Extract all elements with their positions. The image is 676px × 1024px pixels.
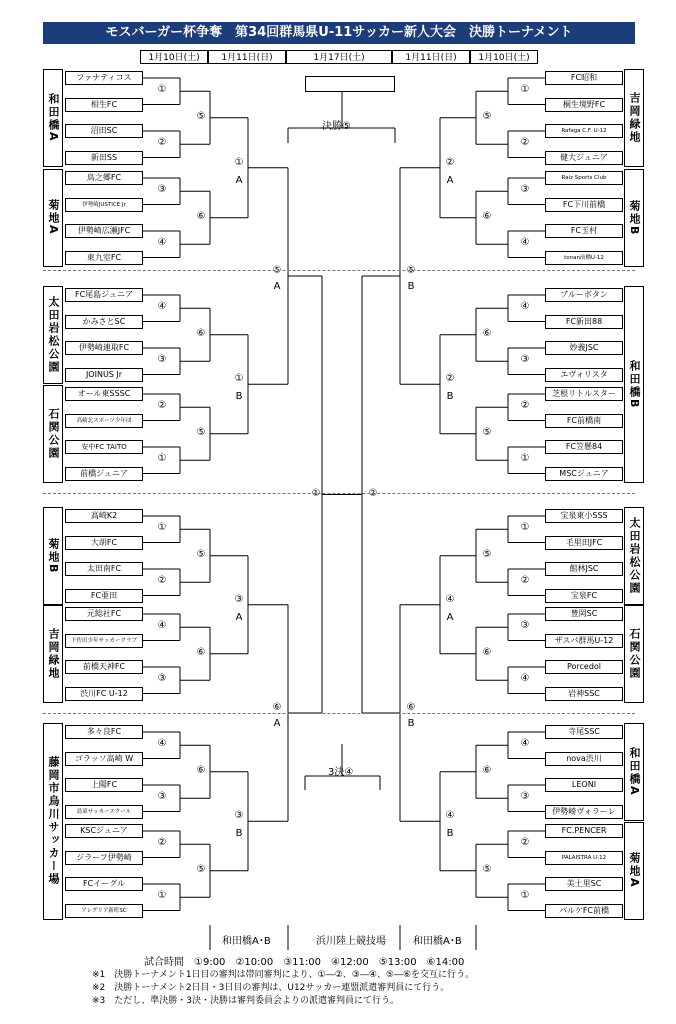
venue-right: 菊地A	[624, 822, 644, 920]
match-times: 試合時間 ①9:00 ②10:00 ③11:00 ④12:00 ⑤13:00 ⑥14:00	[144, 957, 465, 968]
r3-left-num: ③	[234, 593, 244, 605]
team-left: 前橋ジュニア	[65, 467, 143, 481]
r3-left-court: B	[235, 828, 243, 840]
venue-right: 石関公園	[624, 605, 644, 703]
venue-left: 和田橋A･B	[222, 936, 271, 947]
r3-right-num: ②	[445, 156, 455, 168]
r2-left-label: ⑤	[196, 110, 206, 122]
r1-right-label: ②	[520, 575, 530, 587]
date-right-2: 1月11日(日)	[392, 50, 470, 64]
venue-right: 和田橋A	[624, 723, 644, 821]
team-left: 新田SS	[65, 151, 143, 165]
team-left: 渋川FC U-12	[65, 687, 143, 701]
team-right: tonan前橋U-12	[545, 251, 623, 265]
team-right: nova渋川	[545, 752, 623, 766]
team-left: FC亜田	[65, 589, 143, 603]
r3-left-num: ①	[234, 373, 244, 385]
final-label: 決勝⑤	[322, 121, 351, 132]
r1-left-label: ②	[157, 575, 167, 587]
team-left: JOINUS Jr	[65, 368, 143, 382]
r1-right-label: ④	[520, 237, 530, 249]
r1-left-label: ④	[157, 620, 167, 632]
team-right: 毛里田JFC	[545, 536, 623, 550]
r3-left-court: A	[235, 174, 243, 186]
team-right: 桐生境野FC	[545, 98, 623, 112]
team-left: ファナティコス	[65, 71, 143, 85]
r3-right-court: A	[446, 174, 454, 186]
r1-right-label: ①	[520, 890, 530, 902]
date-left-1: 1月10日(土)	[140, 50, 208, 64]
r3-right-num: ②	[445, 373, 455, 385]
r2-left-label: ⑤	[196, 426, 206, 438]
r1-right-label: ①	[520, 84, 530, 96]
r3-right-court: A	[446, 611, 454, 623]
r1-left-label: ④	[157, 301, 167, 313]
note-1: ※1 決勝トーナメント1日目の審判は帯同審判により、①―②、③―④、⑤―⑥を交互に行う。	[92, 970, 475, 980]
r1-left-label: ②	[157, 837, 167, 849]
r4-right-court: B	[407, 718, 415, 729]
team-left: 相生FC	[65, 98, 143, 112]
final-box	[305, 76, 395, 92]
team-right: FC前橋南	[545, 414, 623, 428]
team-right: FC下川前橋	[545, 198, 623, 212]
team-right: 宝泉東小SSS	[545, 509, 623, 523]
team-right: 豊岡SC	[545, 607, 623, 621]
r3-left-court: B	[235, 391, 243, 403]
venue-center: 浜川陸上競技場	[316, 936, 386, 947]
venue-left: 菊地B	[43, 507, 63, 605]
separator	[43, 713, 635, 714]
r2-right-label: ⑥	[482, 764, 492, 776]
team-right: MSCジュニア	[545, 467, 623, 481]
team-right: 美土里SC	[545, 877, 623, 891]
page-title: モスバーガー杯争奪 第34回群馬県U-11サッカー新人大会 決勝トーナメント	[43, 22, 635, 44]
date-left-2: 1月11日(日)	[208, 50, 286, 64]
team-left: ゴラッソ高崎 W	[65, 752, 143, 766]
team-right: パルケFC前橋	[545, 904, 623, 918]
r1-right-label: ②	[520, 400, 530, 412]
team-right: 芝根リトルスター	[545, 387, 623, 401]
r1-left-label: ③	[157, 354, 167, 366]
team-right: ブルーボタン	[545, 288, 623, 302]
r4-left-num: ⑥	[272, 702, 282, 713]
team-left: 安中FC TAITO	[65, 440, 143, 454]
r3-left-num: ①	[234, 156, 244, 168]
r4-left-num: ⑤	[272, 265, 282, 276]
r1-left-label: ③	[157, 791, 167, 803]
team-left: 鳥之郷FC	[65, 171, 143, 185]
team-right: 宝泉FC	[545, 589, 623, 603]
team-left: 高崎K2	[65, 509, 143, 523]
venue-right: 太田岩松公園	[624, 507, 644, 605]
team-left: FC尾島ジュニア	[65, 288, 143, 302]
date-final: 1月17日(土)	[286, 50, 392, 64]
r2-right-label: ⑥	[482, 646, 492, 658]
team-left: 前橋天神FC	[65, 660, 143, 674]
team-right: FC笠懸84	[545, 440, 623, 454]
r1-right-label: ③	[520, 184, 530, 196]
r1-left-label: ④	[157, 237, 167, 249]
team-right: FC.PENCER	[545, 824, 623, 838]
team-left: かみさとSC	[65, 315, 143, 329]
r1-right-label: ②	[520, 837, 530, 849]
team-right: エヴォリスタ	[545, 368, 623, 382]
venue-right: 和田橋A･B	[413, 936, 462, 947]
team-left: 高崎北スポーツ少年団	[65, 414, 143, 428]
r2-left-label: ⑥	[196, 646, 206, 658]
team-left: FCイーグル	[65, 877, 143, 891]
r1-left-label: ③	[157, 184, 167, 196]
r1-right-label: ①	[520, 522, 530, 534]
team-left: 大胡FC	[65, 536, 143, 550]
team-left: 上陽FC	[65, 778, 143, 792]
r1-right-label: ④	[520, 738, 530, 750]
r1-left-label: ④	[157, 738, 167, 750]
venue-left: 藤岡市烏川サッカー場	[43, 723, 63, 920]
team-left: KSCジュニア	[65, 824, 143, 838]
r1-left-label: ①	[157, 84, 167, 96]
note-2: ※2 決勝トーナメント2日目・3日目の審判は、U12サッカー連盟派遣審判員にて行う。	[92, 983, 450, 993]
venue-left: 吉岡緑地	[43, 605, 63, 703]
team-left: ジラーフ伊勢崎	[65, 851, 143, 865]
r1-left-label: ②	[157, 400, 167, 412]
team-right: 伊勢崎ヴォラーレ	[545, 805, 623, 819]
semi-right-label: ②	[368, 487, 378, 499]
team-right: PALAISTRA U-12	[545, 851, 623, 865]
venue-left: 和田橋A	[43, 69, 63, 167]
team-left: 島東サッカースクール	[65, 805, 143, 819]
r4-left-court: A	[273, 718, 281, 729]
team-right: 岩神SSC	[545, 687, 623, 701]
note-3: ※3 ただし、準決勝・3決・決勝は審判委員会よりの派遣審判員にて行う。	[92, 996, 399, 1006]
r1-left-label: ②	[157, 137, 167, 149]
r1-left-label: ①	[157, 890, 167, 902]
team-left: 元総社FC	[65, 607, 143, 621]
venue-right: 菊地B	[624, 169, 644, 267]
r3-right-num: ④	[445, 810, 455, 822]
team-left: 伊勢崎JUSTICE Jr	[65, 198, 143, 212]
r1-right-label: ③	[520, 791, 530, 803]
separator	[43, 493, 635, 494]
venue-right: 和田橋B	[624, 286, 644, 483]
r4-right-num: ⑤	[406, 265, 416, 276]
team-right: 妙義JSC	[545, 341, 623, 355]
team-left: 東九室FC	[65, 251, 143, 265]
r3-left-num: ③	[234, 810, 244, 822]
r1-right-label: ②	[520, 137, 530, 149]
r3-left-court: A	[235, 611, 243, 623]
r2-right-label: ⑥	[482, 210, 492, 222]
r2-left-label: ⑤	[196, 548, 206, 560]
team-left: アレグリア新町SC	[65, 904, 143, 918]
team-right: 健大ジュニア	[545, 151, 623, 165]
r4-left-court: A	[273, 281, 281, 292]
r1-left-label: ①	[157, 453, 167, 465]
venue-left: 菊地A	[43, 169, 63, 267]
team-left: 多々良FC	[65, 725, 143, 739]
r2-right-label: ⑤	[482, 863, 492, 875]
r1-left-label: ①	[157, 522, 167, 534]
r3-right-court: B	[446, 391, 454, 403]
team-right: 館林JSC	[545, 562, 623, 576]
r3-right-court: B	[446, 828, 454, 840]
team-right: LEONI	[545, 778, 623, 792]
r2-right-label: ⑤	[482, 110, 492, 122]
r1-right-label: ①	[520, 453, 530, 465]
r1-right-label: ③	[520, 620, 530, 632]
r1-right-label: ④	[520, 301, 530, 313]
venue-left: 太田岩松公園	[43, 286, 63, 384]
team-right: Porcedol	[545, 660, 623, 674]
r2-left-label: ⑥	[196, 327, 206, 339]
third-place-label: 3決④	[328, 767, 354, 778]
team-left: 下佐田少年サッカークラブ	[65, 634, 143, 648]
r2-left-label: ⑤	[196, 863, 206, 875]
team-right: FC玉村	[545, 224, 623, 238]
team-right: FC新田88	[545, 315, 623, 329]
r2-right-label: ⑥	[482, 327, 492, 339]
r1-right-label: ③	[520, 354, 530, 366]
r2-left-label: ⑥	[196, 210, 206, 222]
team-left: 伊勢崎連取FC	[65, 341, 143, 355]
r1-left-label: ③	[157, 673, 167, 685]
r2-right-label: ⑤	[482, 426, 492, 438]
r4-right-num: ⑥	[406, 702, 416, 713]
team-right: FC昭和	[545, 71, 623, 85]
team-right: ザスパ群馬U-12	[545, 634, 623, 648]
separator	[43, 270, 635, 271]
r4-right-court: B	[407, 281, 415, 292]
team-right: Raiz Sports Club	[545, 171, 623, 185]
team-left: オール東SSSC	[65, 387, 143, 401]
r2-right-label: ⑤	[482, 548, 492, 560]
semi-left-label: ①	[311, 487, 321, 499]
venue-right: 吉岡緑地	[624, 69, 644, 167]
team-right: Rafaga C.F. U-12	[545, 124, 623, 138]
r2-left-label: ⑥	[196, 764, 206, 776]
venue-left: 石関公園	[43, 385, 63, 483]
team-left: 伊勢崎広瀬JFC	[65, 224, 143, 238]
r3-right-num: ④	[445, 593, 455, 605]
team-left: 太田南FC	[65, 562, 143, 576]
team-left: 沼田SC	[65, 124, 143, 138]
r1-right-label: ④	[520, 673, 530, 685]
date-right-1: 1月10日(土)	[470, 50, 538, 64]
team-right: 寺尾SSC	[545, 725, 623, 739]
